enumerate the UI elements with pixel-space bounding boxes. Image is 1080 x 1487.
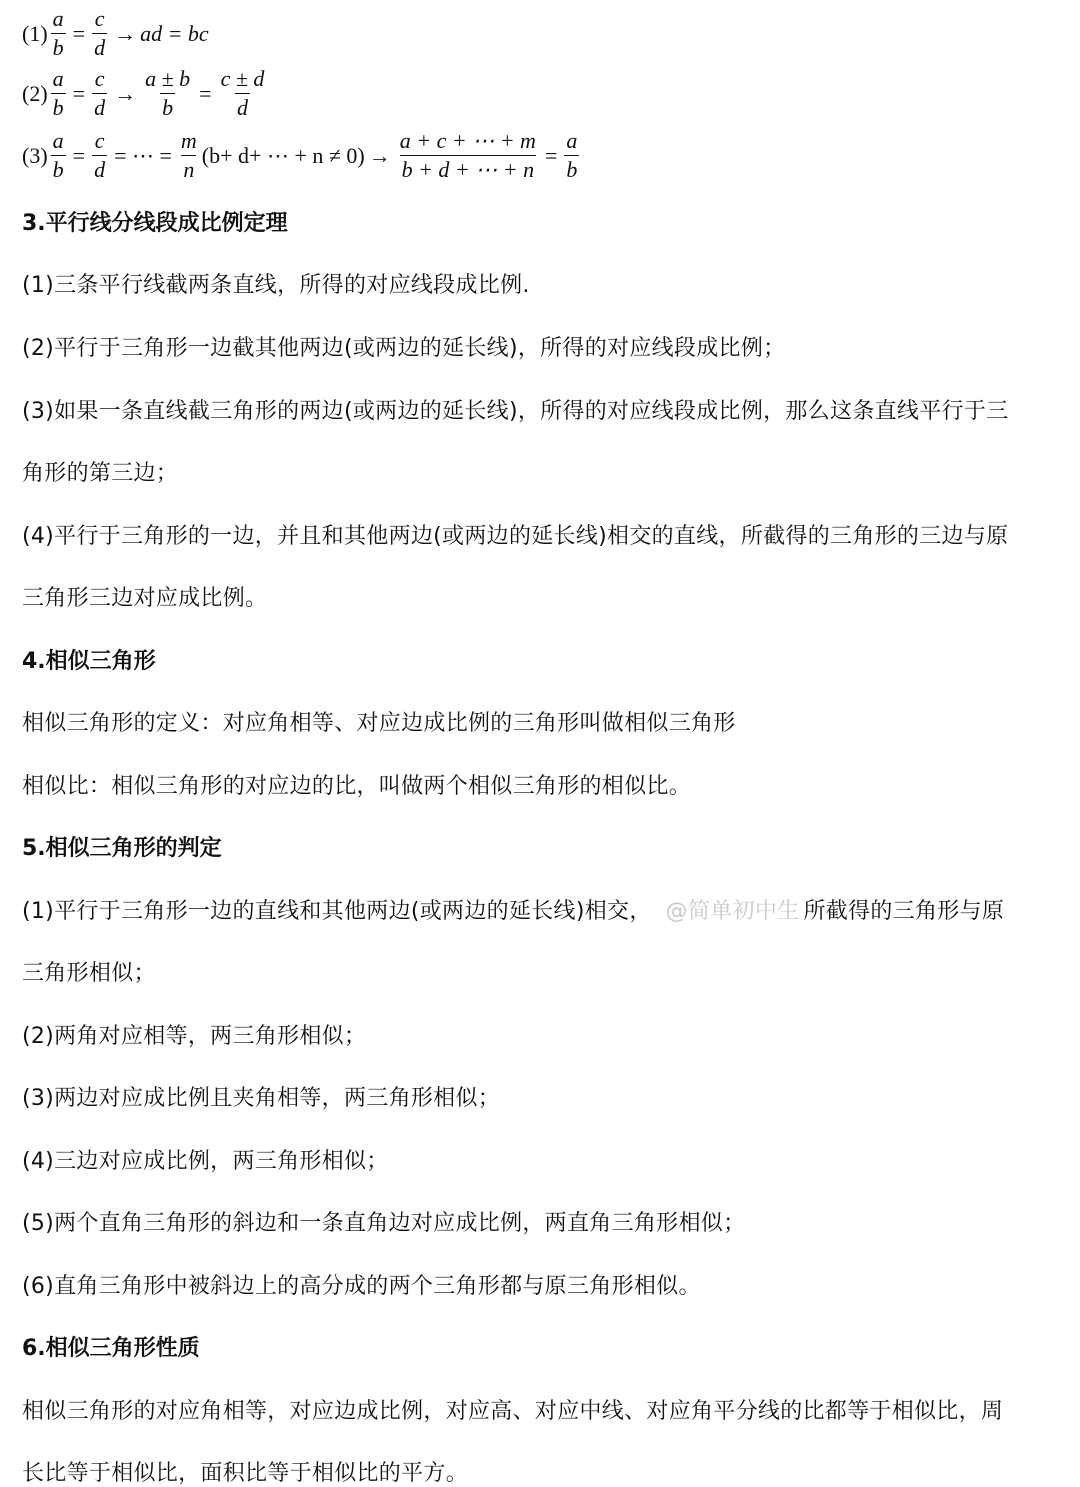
equals-sign: = xyxy=(72,20,86,46)
section-3-item-3-line-1: (3)如果一条直线截三角形的两边(或两边的延长线)，所得的对应线段成比例，那么这条直线平行于三 xyxy=(22,399,1009,424)
section-5-item-3: (3)两边对应成比例且夹角相等，两三角形相似； xyxy=(22,1086,501,1111)
fraction: $\frac{m}{n}$ xyxy=(180,128,197,182)
formula-1 xyxy=(22,8,209,59)
section-5-item-2: (2)两角对应相等，两三角形相似； xyxy=(22,1024,367,1049)
arrow-symbol: → xyxy=(368,142,391,168)
section-4-ratio: 相似比：相似三角形的对应边的比，叫做两个相似三角形的相似比。 xyxy=(22,774,692,799)
fraction: $\frac{c \pm d}{d}$ xyxy=(220,66,265,120)
formula-3 xyxy=(22,130,582,181)
fraction: $\frac{c}{d}$ xyxy=(94,66,106,120)
section-6-line-2: 长比等于相似比，面积比等于相似比的平方。 xyxy=(22,1461,469,1486)
section-3-heading: 3.平行线分线段成比例定理 xyxy=(22,211,288,236)
formula-3-label: (3) xyxy=(22,142,48,168)
equals-sign: = xyxy=(72,142,86,168)
arrow-symbol: → xyxy=(114,20,137,46)
section-4-heading: 4.相似三角形 xyxy=(22,649,156,674)
text-segment: (1)平行于三角形一边的直线和其他两边(或两边的延长线)相交， xyxy=(22,899,652,924)
section-5-item-4: (4)三边对应成比例，两三角形相似； xyxy=(22,1149,389,1174)
fraction: $\frac{a}{b}$ xyxy=(52,66,64,120)
section-5-item-1-line-2: 三角形相似； xyxy=(22,961,156,986)
section-3-item-3-line-2: 角形的第三边； xyxy=(22,461,179,486)
section-5-item-1-line-1 xyxy=(22,894,1004,925)
equals-sign: = xyxy=(544,142,558,168)
section-5-heading: 5.相似三角形的判定 xyxy=(22,836,222,861)
equals-sign: = xyxy=(199,80,212,106)
fraction: $\frac{a}{b}$ xyxy=(566,128,578,182)
ellipsis-equality: = ⋯ = xyxy=(114,142,172,168)
arrow-symbol: → xyxy=(114,80,137,106)
watermark-text: @简单初中生 xyxy=(665,899,800,924)
section-3-item-4-line-1: (4)平行于三角形的一边，并且和其他两边(或两边的延长线)相交的直线，所截得的三角形的三边与原 xyxy=(22,524,1009,549)
section-5-item-6: (6)直角三角形中被斜边上的高分成的两个三角形都与原三角形相似。 xyxy=(22,1274,701,1299)
fraction: $\frac{a}{b}$ xyxy=(52,128,64,182)
section-3-item-2: (2)平行于三角形一边截其他两边(或两边的延长线)，所得的对应线段成比例； xyxy=(22,336,786,361)
section-6-heading: 6.相似三角形性质 xyxy=(22,1336,200,1361)
equals-sign: = xyxy=(72,80,86,106)
formula-2-label: (2) xyxy=(22,80,48,106)
section-3-item-1: (1)三条平行线截两条直线，所得的对应线段成比例. xyxy=(22,273,530,298)
fraction: $\frac{a \pm b}{b}$ xyxy=(145,66,191,120)
fraction: $\frac{a}{b}$ xyxy=(52,6,64,60)
formula-1-label: (1) xyxy=(22,20,48,46)
condition: (b+ d+ ⋯ + n ≠ 0) xyxy=(201,142,365,168)
formula-2 xyxy=(22,68,269,119)
formula-1-result: ad = bc xyxy=(140,20,209,46)
fraction: $\frac{a + c + \cdots + m}{b + d + \cdots + n}$ xyxy=(399,128,536,182)
section-4-definition: 相似三角形的定义：对应角相等、对应边成比例的三角形叫做相似三角形 xyxy=(22,711,736,736)
fraction: $\frac{c}{d}$ xyxy=(94,6,106,60)
text-segment: 所截得的三角形与原 xyxy=(803,899,1005,924)
section-5-item-5: (5)两个直角三角形的斜边和一条直角边对应成比例，两直角三角形相似； xyxy=(22,1211,746,1236)
fraction: $\frac{c}{d}$ xyxy=(94,128,106,182)
section-6-line-1: 相似三角形的对应角相等，对应边成比例，对应高、对应中线、对应角平分线的比都等于相似比，周 xyxy=(22,1399,1004,1424)
section-3-item-4-line-2: 三角形三边对应成比例。 xyxy=(22,586,268,611)
